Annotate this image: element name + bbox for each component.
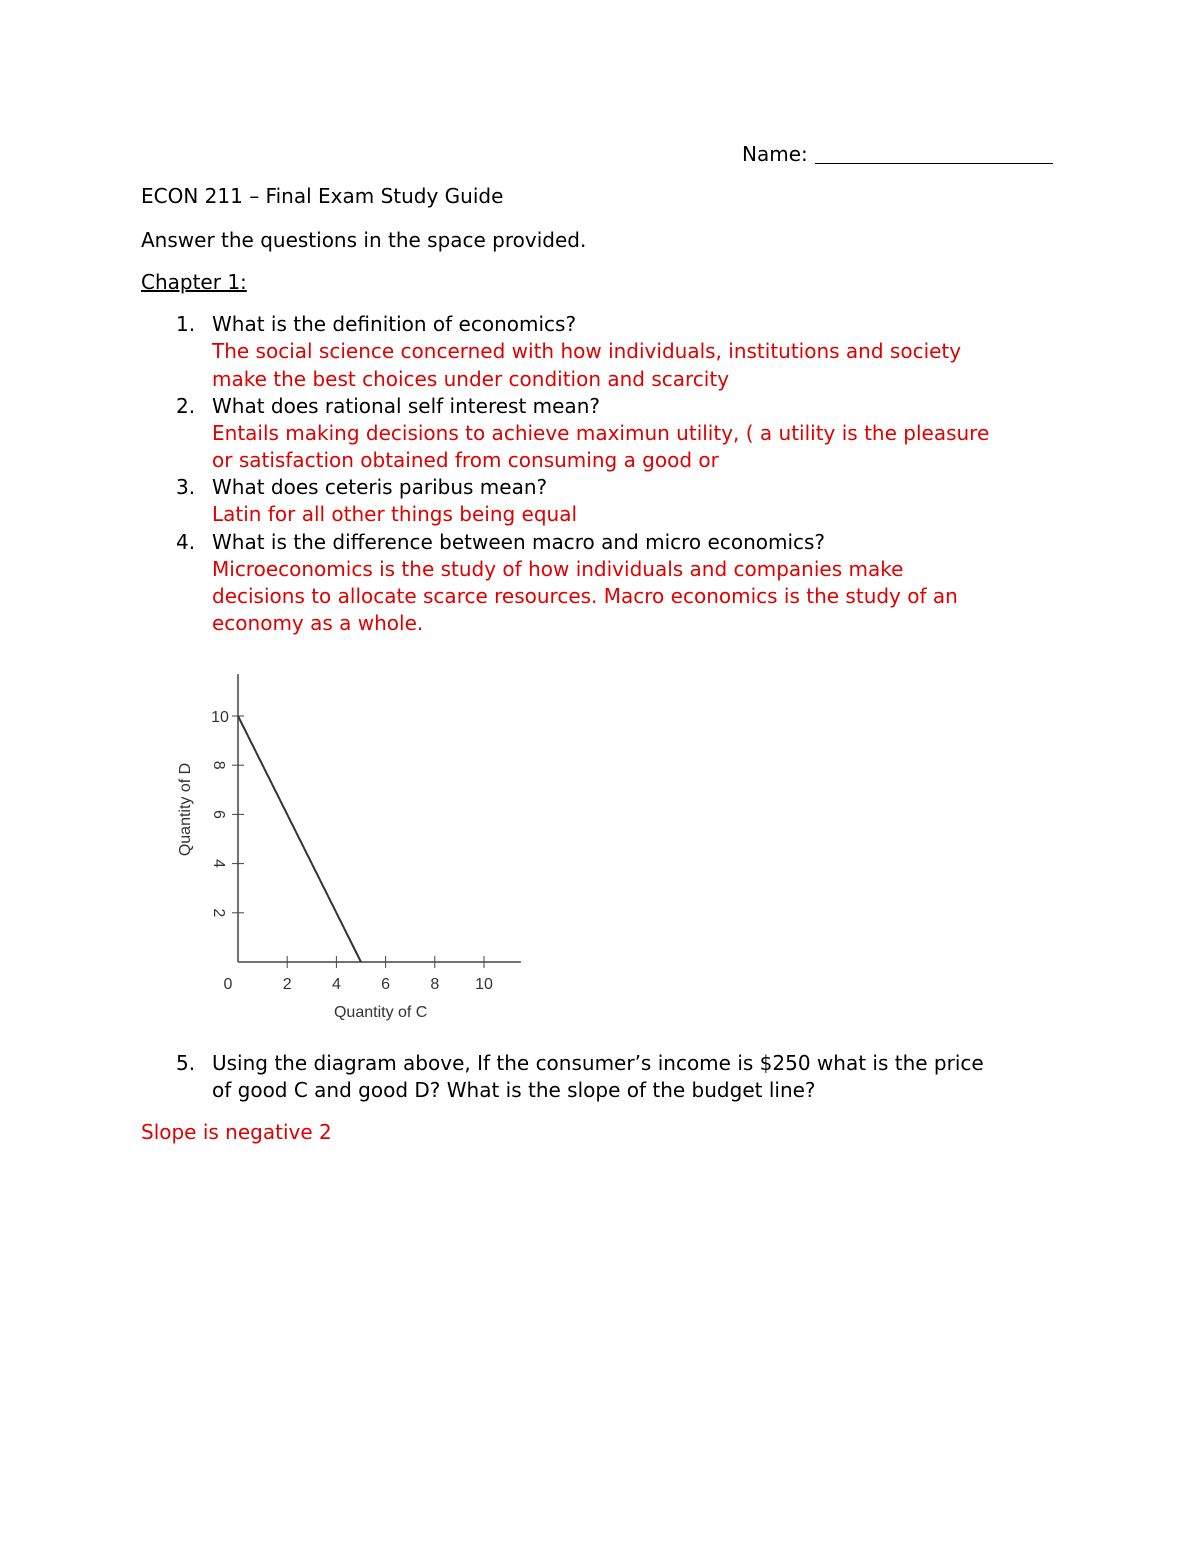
- answer-2-line-1: Entails making decisions to achieve maximun utility, ( a utility is the pleasure: [212, 421, 990, 445]
- question-1-number: 1.: [176, 312, 196, 336]
- answer-1-line-2: make the best choices under condition and scarcity: [212, 367, 730, 391]
- origin-label: 0: [223, 976, 233, 993]
- y-tick-label: 2: [210, 908, 227, 918]
- chart-axes: [238, 674, 521, 962]
- x-tick-label: 4: [331, 976, 341, 993]
- instructions: Answer the questions in the space provided.: [141, 228, 587, 252]
- y-tick-label: 6: [210, 809, 227, 819]
- question-2-number: 2.: [176, 394, 196, 418]
- answer-3-line-1: Latin for all other things being equal: [212, 502, 578, 526]
- document-title: ECON 211 – Final Exam Study Guide: [141, 184, 504, 208]
- chart-series: [238, 716, 361, 962]
- answer-4-line-3: economy as a whole.: [212, 611, 424, 635]
- x-tick-label: 8: [430, 976, 440, 993]
- x-axis-label: Quantity of C: [333, 1004, 428, 1021]
- question-5-line-1: Using the diagram above, If the consumer’s income is $250 what is the price: [212, 1051, 984, 1075]
- chart-labels: [177, 709, 493, 1021]
- question-5-line-2: of good C and good D? What is the slope of the budget line?: [212, 1078, 816, 1102]
- question-2-text: What does rational self interest mean?: [212, 394, 600, 418]
- x-tick-label: 6: [381, 976, 391, 993]
- answer-4-line-2: decisions to allocate scarce resources. Macro economics is the study of an: [212, 584, 958, 608]
- budget-line: [238, 716, 361, 962]
- y-tick-label: 8: [210, 760, 227, 770]
- y-tick-label: 10: [211, 709, 229, 726]
- question-5-number: 5.: [176, 1051, 196, 1075]
- question-4-number: 4.: [176, 530, 196, 554]
- x-tick-label: 2: [282, 976, 292, 993]
- answer-4-line-1: Microeconomics is the study of how individuals and companies make: [212, 557, 904, 581]
- x-tick-label: 10: [475, 976, 493, 993]
- name-label: Name:: [742, 142, 808, 166]
- chapter-heading: Chapter 1:: [141, 270, 247, 294]
- y-tick-label: 4: [210, 859, 227, 869]
- chart-ticks: [232, 716, 484, 968]
- question-3-text: What does ceteris paribus mean?: [212, 475, 548, 499]
- question-1-text: What is the definition of economics?: [212, 312, 577, 336]
- answer-2-line-2: or satisfaction obtained from consuming a good or: [212, 448, 719, 472]
- answer-5: Slope is negative 2: [141, 1120, 332, 1144]
- question-3-number: 3.: [176, 475, 196, 499]
- answer-1-line-1: The social science concerned with how individuals, institutions and society: [212, 339, 962, 363]
- name-blank-line: [815, 163, 1053, 164]
- budget-line-chart: [160, 670, 540, 1030]
- question-4-text: What is the difference between macro and micro economics?: [212, 530, 826, 554]
- y-axis-label: Quantity of D: [177, 762, 194, 857]
